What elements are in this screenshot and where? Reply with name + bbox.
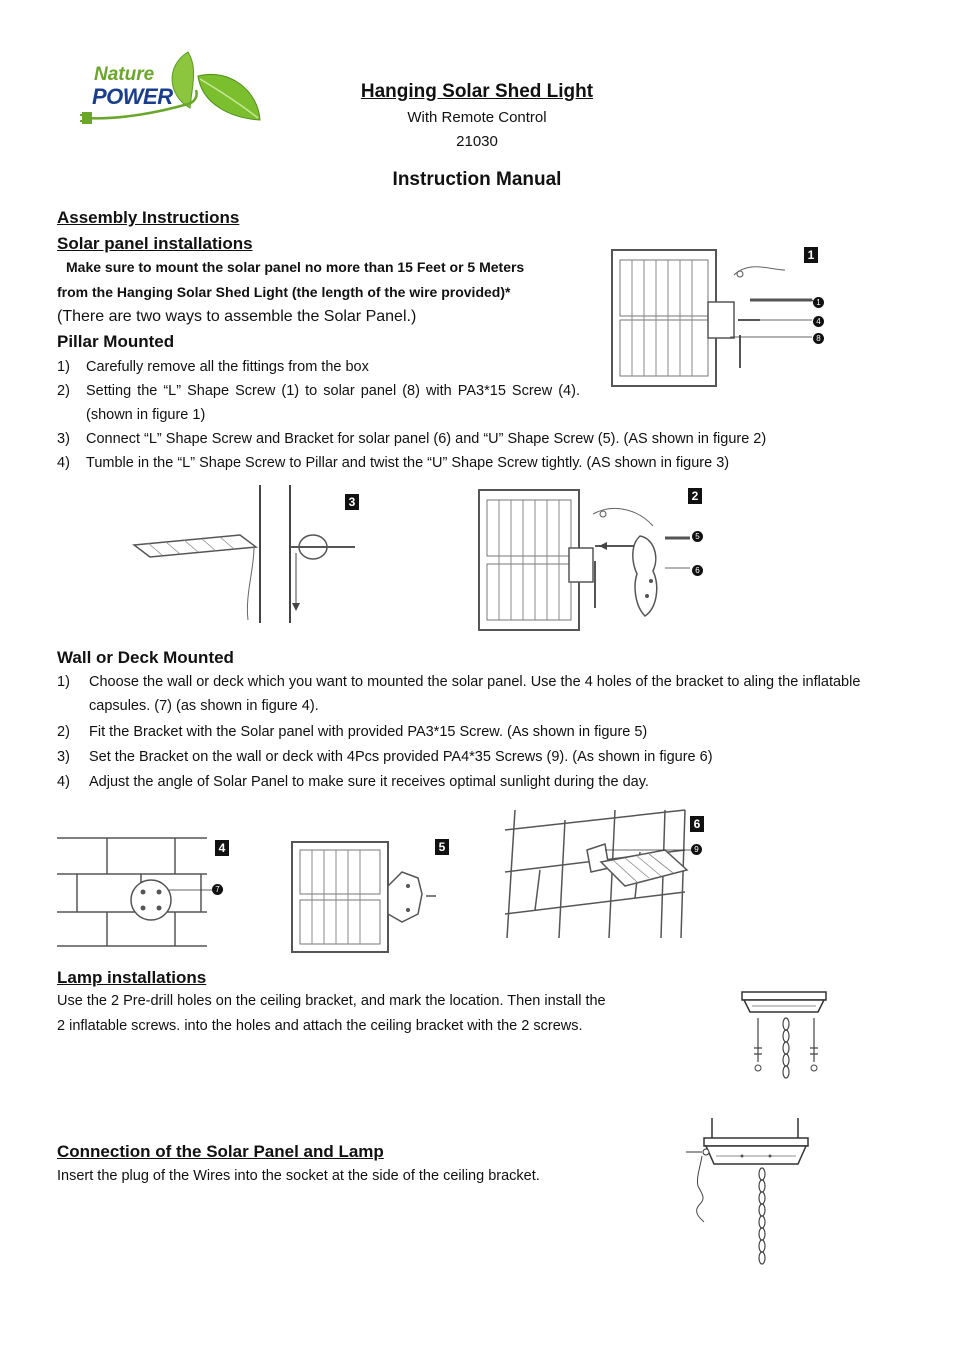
figure-3-illustration (130, 485, 370, 625)
figure-4-illustration (57, 832, 237, 952)
step-number: 2) (57, 724, 70, 740)
wall-deck-heading: Wall or Deck Mounted (57, 648, 234, 667)
figure-3-badge: 3 (345, 494, 359, 510)
step-text: Setting the “L” Shape Screw (1) to solar panel (8) with PA3*15 Screw (4). (86, 383, 580, 399)
callout-8: 8 (813, 333, 824, 344)
callout-1: 1 (813, 297, 824, 308)
assembly-heading: Assembly Instructions (57, 208, 240, 227)
step-number: 1) (57, 674, 70, 690)
pillar-step (57, 427, 937, 451)
lamp-text-line-2: 2 inflatable screws. into the holes and attach the ceiling bracket with the 2 screws. (57, 1018, 583, 1034)
step-text: Adjust the angle of Solar Panel to make sure it receives optimal sunlight during the day. (89, 774, 649, 790)
solar-panel-heading: Solar panel installations (57, 234, 253, 253)
step-number: 3) (57, 431, 70, 447)
pillar-step (57, 451, 937, 475)
connection-heading: Connection of the Solar Panel and Lamp (57, 1142, 384, 1161)
figure-2-badge: 2 (688, 488, 702, 504)
step-text: Choose the wall or deck which you want to mounted the solar panel. Use the 4 holes of the bracket to aling the inflatable (89, 674, 861, 690)
wall-step (57, 720, 937, 744)
logo-text-power: POWER (92, 84, 173, 109)
step-text: Connect “L” Shape Screw and Bracket for solar panel (6) and “U” Shape Screw (5). (AS shown in figure 2) (86, 431, 767, 447)
lamp-connection-illustration (686, 1112, 836, 1267)
step-text-continued: capsules. (7) (as shown in figure 4). (89, 698, 319, 714)
figure-6-illustration (505, 810, 715, 940)
step-number: 3) (57, 749, 70, 765)
figure-5-badge: 5 (435, 839, 449, 855)
figure-1-badge: 1 (804, 247, 818, 263)
step-number: 2) (57, 383, 70, 399)
lamp-text-line-1: Use the 2 Pre-drill holes on the ceiling bracket, and mark the location. Then install the (57, 993, 606, 1009)
ceiling-bracket-illustration (738, 988, 833, 1083)
two-ways-note: (There are two ways to assemble the Solar Panel.) (57, 308, 417, 325)
pillar-mounted-heading: Pillar Mounted (57, 332, 175, 351)
model-number: 21030 (456, 133, 498, 150)
callout-4: 4 (813, 316, 824, 327)
manual-heading: Instruction Manual (392, 169, 562, 190)
step-text: Set the Bracket on the wall or deck with 4Pcs provided PA4*35 Screws (9). (As shown in figure 6) (89, 749, 713, 765)
wall-step (57, 745, 937, 769)
step-text: Carefully remove all the fittings from the box (86, 359, 369, 375)
callout-9: 9 (691, 844, 702, 855)
callout-7: 7 (212, 884, 223, 895)
connection-text: Insert the plug of the Wires into the socket at the side of the ceiling bracket. (57, 1168, 540, 1184)
step-text-continued: (shown in figure 1) (86, 407, 206, 423)
callout-5: 5 (692, 531, 703, 542)
figure-5-illustration (290, 838, 460, 956)
wall-step (57, 770, 937, 794)
wall-step (57, 670, 937, 718)
step-number: 1) (57, 359, 70, 375)
document-title: Hanging Solar Shed Light (360, 81, 594, 102)
figure-6-badge: 6 (690, 816, 704, 832)
document-subtitle: With Remote Control (407, 109, 547, 126)
step-number: 4) (57, 774, 70, 790)
figure-2-illustration (475, 486, 715, 636)
callout-6: 6 (692, 565, 703, 576)
step-text: Tumble in the “L” Shape Screw to Pillar and twist the “U” Shape Screw tightly. (AS shown in figure 3) (86, 455, 730, 471)
lamp-installations-heading: Lamp installations (57, 968, 207, 987)
step-number: 4) (57, 455, 70, 471)
step-text: Fit the Bracket with the Solar panel with provided PA3*15 Screw. (As shown in figure 5) (89, 724, 648, 740)
warning-line-1: Make sure to mount the solar panel no more than 15 Feet or 5 Meters (66, 259, 525, 275)
figure-4-badge: 4 (215, 840, 229, 856)
warning-line-2: from the Hanging Solar Shed Light (the length of the wire provided)* (57, 284, 511, 300)
logo-text-nature: Nature (94, 64, 155, 85)
